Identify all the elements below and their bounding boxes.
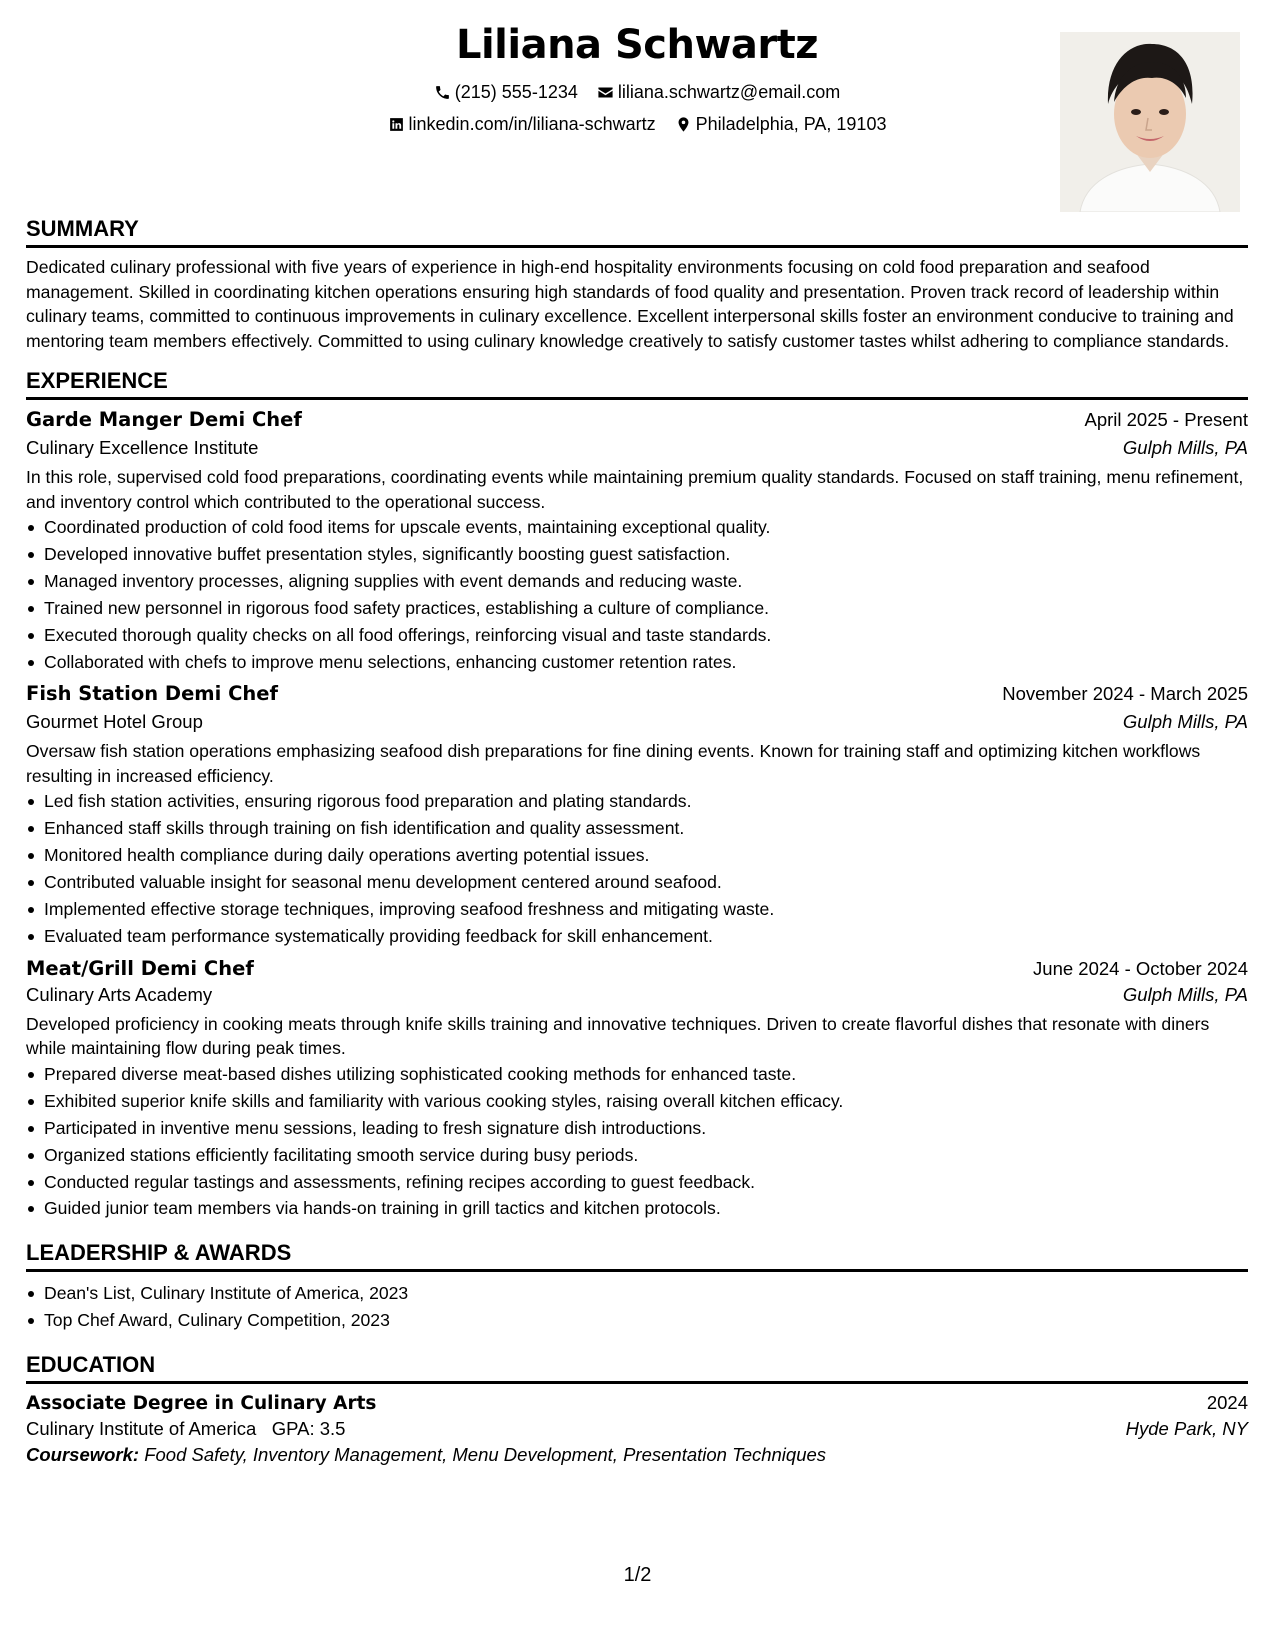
coursework-list: Food Safety, Inventory Management, Menu Development, Presentation Techniques [144, 1444, 827, 1466]
job-bullet: Monitored health compliance during daily operations averting potential issues. [44, 842, 1248, 869]
job-bullet: Trained new personnel in rigorous food safety practices, establishing a culture of compliance. [44, 595, 1248, 622]
education-heading: EDUCATION [26, 1352, 1248, 1384]
job-bullet: Organized stations efficiently facilitating smooth service during busy periods. [44, 1142, 1248, 1169]
school-info [26, 1418, 345, 1440]
job-bullet: Coordinated production of cold food items for upscale events, maintaining exceptional quality. [44, 514, 1248, 541]
phone-icon [434, 84, 451, 101]
job-description: Oversaw fish station operations emphasizing seafood dish preparations for fine dining events. Known for training staff and optimizing kitchen workflows resulting in increased efficiency. [26, 741, 1201, 786]
job-entry [26, 682, 1248, 949]
education-degree-row [26, 1392, 1248, 1414]
job-bullet: Executed thorough quality checks on all food offerings, reinforcing visual and taste standards. [44, 622, 1248, 649]
job-bullet: Implemented effective storage techniques, improving seafood freshness and mitigating waste. [44, 896, 1248, 923]
profile-photo-image [1060, 32, 1240, 212]
job-bullet: Collaborated with chefs to improve menu selections, enhancing customer retention rates. [44, 649, 1248, 676]
job-organization: Culinary Excellence Institute [26, 437, 259, 458]
job-bullet: Developed innovative buffet presentation styles, significantly boosting guest satisfaction. [44, 541, 1248, 568]
degree-title: Associate Degree in Culinary Arts [26, 1393, 377, 1415]
awards-list [26, 1280, 1248, 1334]
envelope-icon [597, 84, 614, 101]
experience-section [26, 368, 1248, 1222]
award-item: Top Chef Award, Culinary Competition, 2023 [44, 1307, 1248, 1334]
job-organization: Culinary Arts Academy [26, 983, 213, 1005]
job-bullet: Participated in inventive menu sessions, leading to fresh signature dish introductions. [44, 1115, 1248, 1142]
job-entry [26, 957, 1248, 1222]
job-org-row [26, 984, 1248, 1006]
candidate-name: Liliana Schwartz [455, 22, 819, 68]
job-title: Meat/Grill Demi Chef [26, 956, 254, 980]
map-pin-icon [675, 116, 692, 133]
resume-header [26, 0, 1248, 214]
job-org-row [26, 711, 1248, 733]
coursework-label: Coursework: [26, 1444, 140, 1466]
contact-email[interactable] [597, 80, 840, 104]
contact-linkedin[interactable] [388, 112, 656, 136]
job-title: Fish Station Demi Chef [26, 682, 278, 706]
gpa: GPA: 3.5 [271, 1418, 346, 1440]
job-bullet: Evaluated team performance systematically providing feedback for skill enhancement. [44, 923, 1248, 950]
contact-location [675, 112, 887, 136]
job-dates: June 2024 - October 2024 [1033, 957, 1248, 979]
school-name: Culinary Institute of America [26, 1418, 257, 1440]
job-bullet: Enhanced staff skills through training on fish identification and quality assessment. [44, 815, 1248, 842]
job-bullet: Led fish station activities, ensuring rigorous food preparation and plating standards. [44, 788, 1248, 815]
job-bullet: Exhibited superior knife skills and familiarity with various cooking styles, raising overall kitchen efficacy. [44, 1088, 1248, 1115]
job-bullet: Prepared diverse meat-based dishes utilizing sophisticated cooking methods for enhanced taste. [44, 1061, 1248, 1088]
location-text: Philadelphia, PA, 19103 [695, 114, 887, 134]
job-bullet: Contributed valuable insight for seasonal menu development centered around seafood. [44, 869, 1248, 896]
summary-text: Dedicated culinary professional with five years of experience in high-end hospitality environments focusing on cold food preparation and seafood management. Skilled in coordinating kitchen operations ensuring high standards of food quality and presentation. Proven track record of leadership within culinary teams, committed to continuous improvements in culinary excellence. Excellent interpersonal skills foster an environment conducive to training and mentoring team members effectively. Committed to using culinary knowledge creatively to satisfy customer tastes whilst adhering to compliance standards. [26, 257, 1234, 351]
phone-text: (215) 555-1234 [454, 82, 578, 102]
job-bullets [26, 1061, 1248, 1222]
resume-page [26, 0, 1248, 1470]
summary-heading: SUMMARY [26, 216, 1248, 248]
education-school-row [26, 1418, 1248, 1440]
job-description: Developed proficiency in cooking meats through knife skills training and innovative techniques. Driven to create flavorful dishes that resonate with diners while maintaining flow during peak times. [26, 1013, 1210, 1059]
job-description: In this role, supervised cold food preparations, coordinating events while maintaining premium quality standards. Focused on staff training, menu refinement, and inventory control which contributed to the operational success. [26, 467, 1244, 512]
coursework-line [26, 1440, 1248, 1470]
linkedin-text: linkedin.com/in/liliana-schwartz [408, 114, 656, 134]
experience-heading: EXPERIENCE [26, 368, 1248, 400]
job-org-row [26, 437, 1248, 459]
job-dates: November 2024 - March 2025 [1002, 683, 1248, 705]
job-header-row [26, 957, 1248, 980]
contact-phone [434, 80, 578, 104]
email-text: liliana.schwartz@email.com [617, 82, 841, 102]
job-bullets [26, 514, 1248, 675]
job-bullet: Managed inventory processes, aligning supplies with event demands and reducing waste. [44, 568, 1248, 595]
award-item: Dean's List, Culinary Institute of America, 2023 [44, 1280, 1248, 1307]
job-dates: April 2025 - Present [1084, 409, 1248, 430]
awards-section [26, 1240, 1248, 1334]
job-entry [26, 408, 1248, 675]
job-organization: Gourmet Hotel Group [26, 711, 203, 733]
page-number: 1/2 [623, 1564, 652, 1586]
job-location: Gulph Mills, PA [1122, 983, 1248, 1005]
awards-heading: LEADERSHIP & AWARDS [26, 1240, 1248, 1272]
education-section [26, 1352, 1248, 1470]
job-location: Gulph Mills, PA [1122, 711, 1248, 733]
job-location: Gulph Mills, PA [1122, 437, 1248, 458]
graduation-year: 2024 [1206, 1392, 1248, 1414]
summary-section [26, 216, 1248, 353]
job-header-row [26, 682, 1248, 705]
job-header-row [26, 408, 1248, 431]
profile-photo [1060, 32, 1240, 212]
job-bullet: Guided junior team members via hands-on training in grill tactics and kitchen protocols. [44, 1195, 1248, 1222]
linkedin-icon [388, 116, 405, 133]
job-title: Garde Manger Demi Chef [26, 408, 302, 431]
job-bullet: Conducted regular tastings and assessments, refining recipes according to guest feedback. [44, 1169, 1248, 1196]
job-bullets [26, 788, 1248, 949]
school-location: Hyde Park, NY [1125, 1418, 1248, 1440]
